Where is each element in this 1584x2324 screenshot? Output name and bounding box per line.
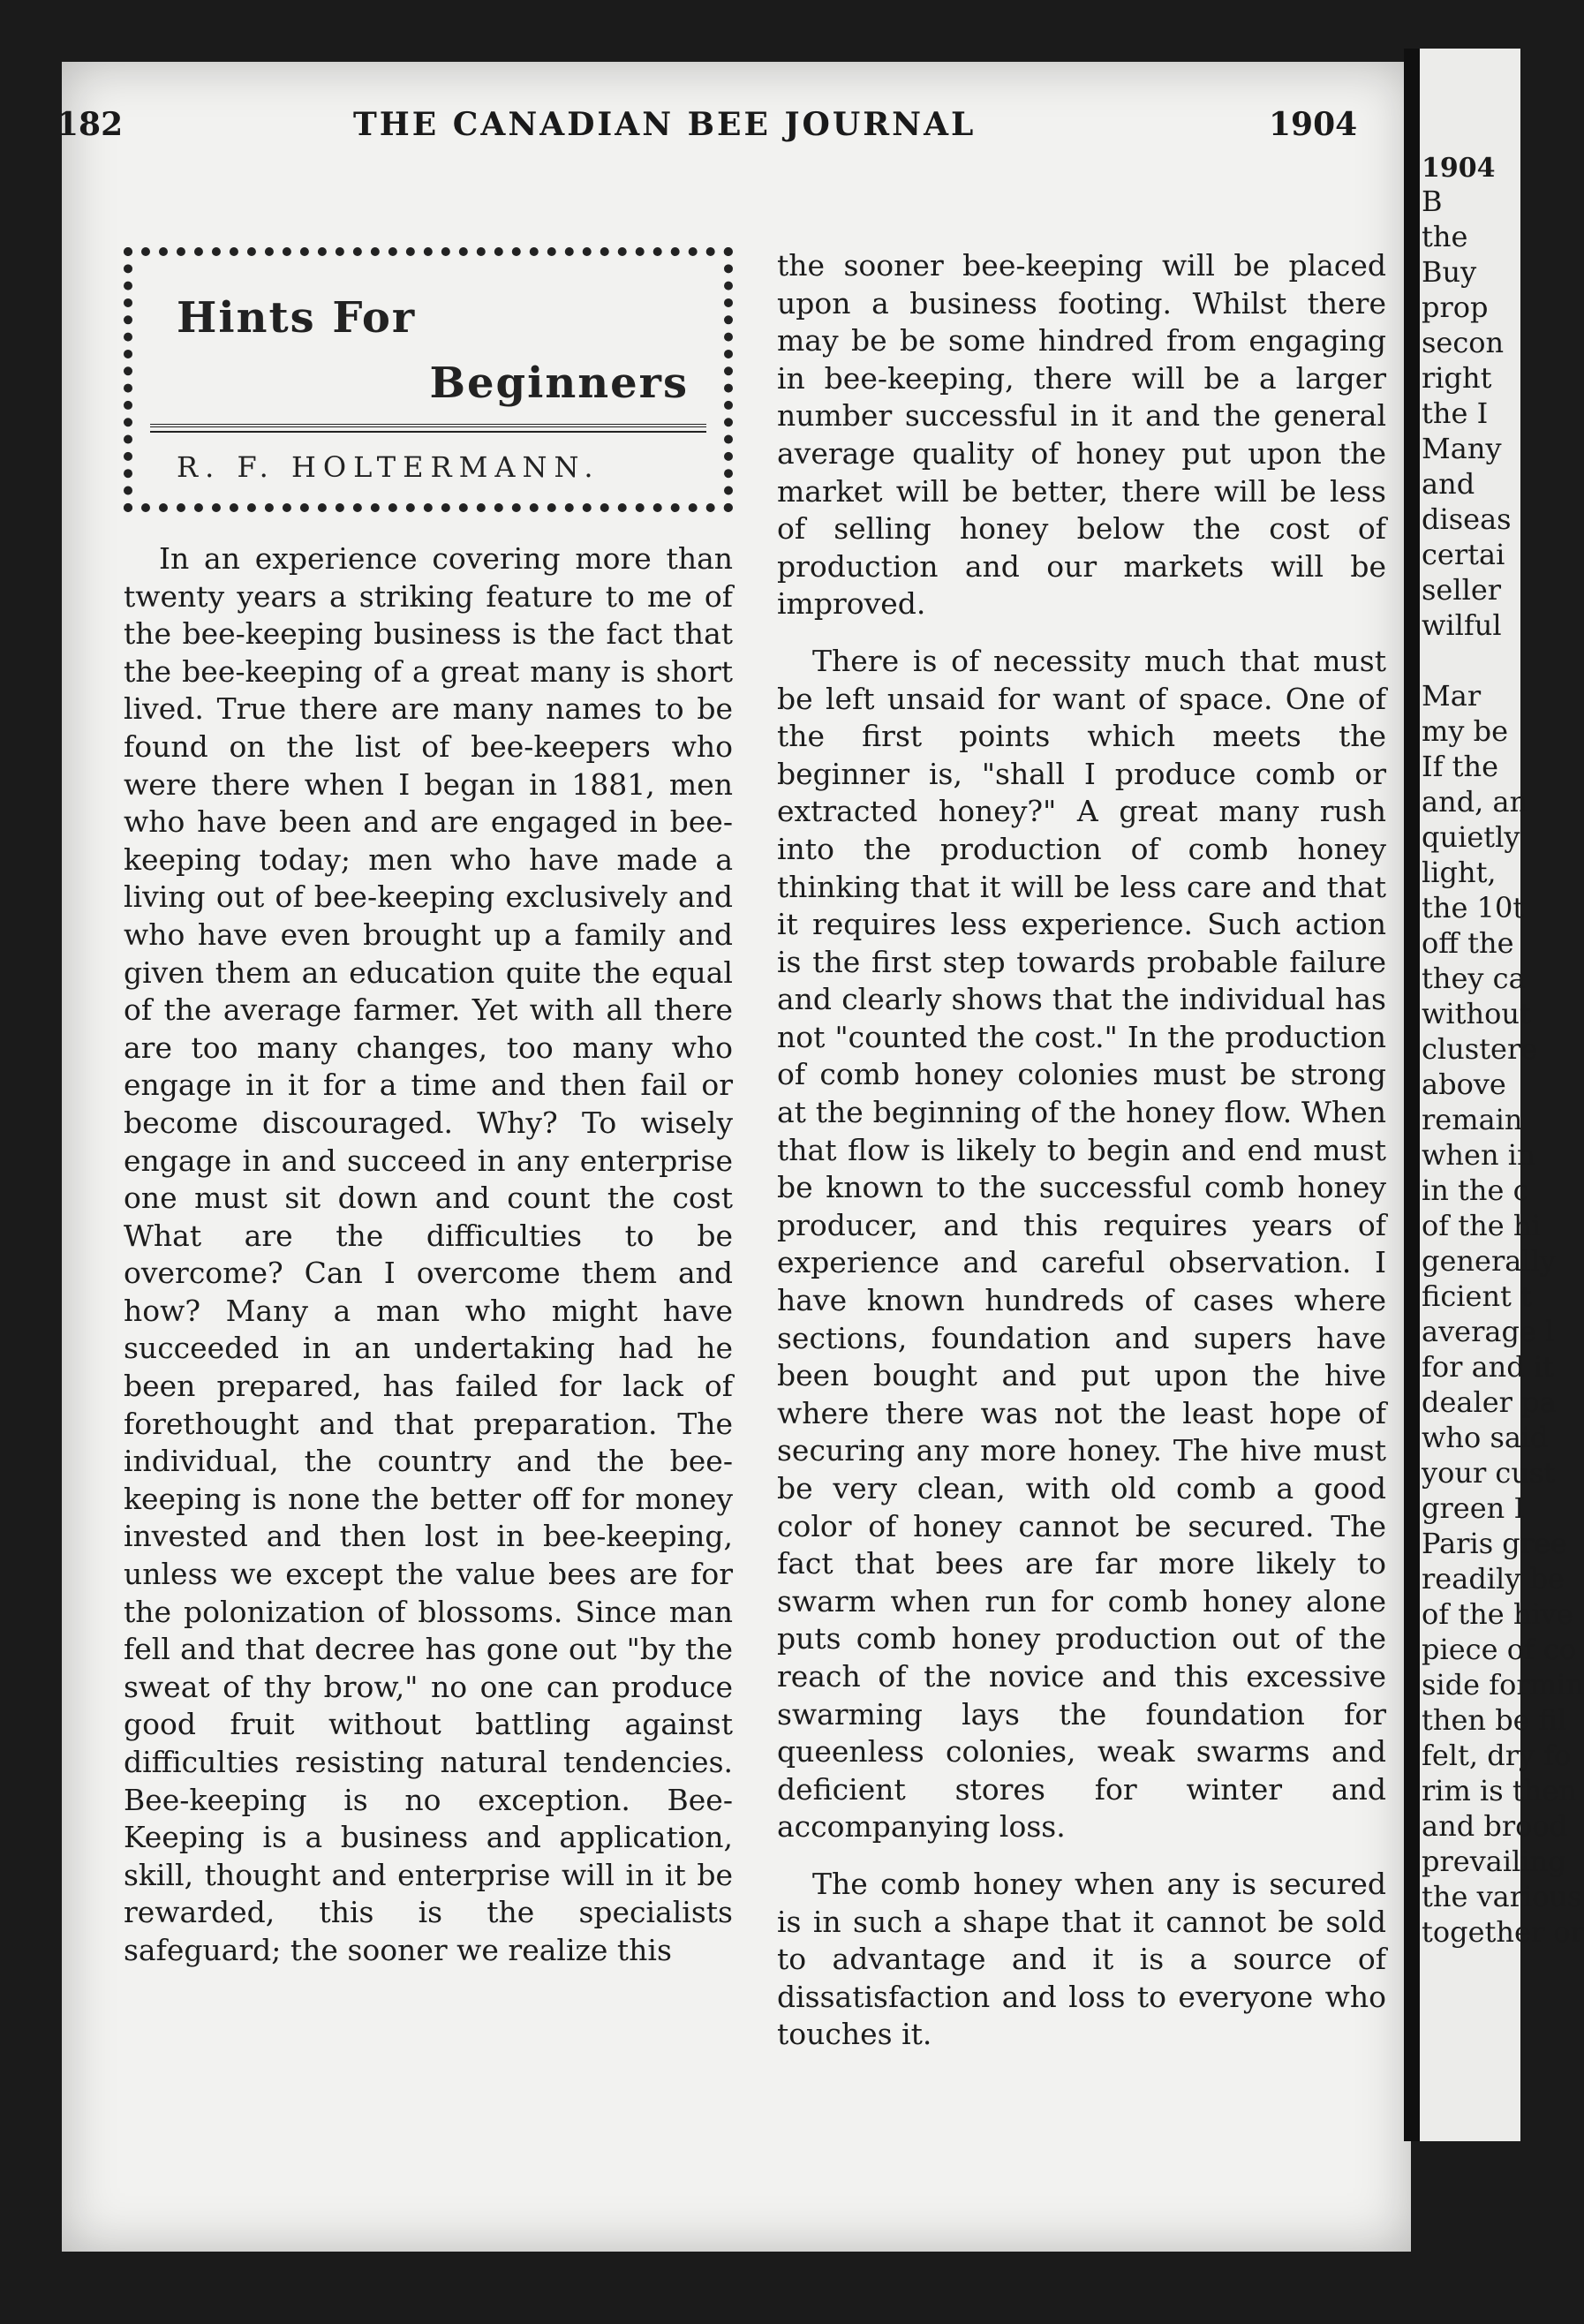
facing-page-line: and brood [1422,1809,1568,1843]
facing-page-line: when in [1422,1138,1535,1172]
facing-page-line: light, [1422,856,1497,889]
facing-page-line: the [1422,220,1468,253]
facing-page-line: side formin [1422,1668,1584,1702]
page-number: 182 [57,106,124,143]
facing-page-line: Paris gree [1422,1527,1567,1560]
facing-page-line: Mar [1422,679,1482,713]
facing-page-line: clustere [1422,1032,1538,1066]
facing-page-year: 1904 [1422,153,1496,184]
facing-page-strip [1404,49,1584,2141]
facing-page-line: right [1422,361,1492,395]
facing-page-line: they ca [1422,962,1526,995]
right-paragraph-3: The comb honey when any is secured is in such a shape that it cannot be sold to advantage and it is a source of dissatisfaction and loss to everyone who touches it. [777,1866,1386,2052]
facing-page-line: my be [1422,714,1509,748]
facing-page-line: Many [1422,432,1502,465]
facing-page-line: the various [1422,1880,1582,1913]
facing-page-line [1422,643,1520,678]
facing-page-line: readily be [1422,1562,1565,1596]
facing-page-line: in the c [1422,1173,1529,1207]
facing-page-line: wilful [1422,608,1502,642]
facing-page-line: green I [1422,1491,1526,1525]
facing-page-line: If the [1422,750,1499,783]
facing-page-line: remain [1422,1103,1523,1136]
article-title-line-2: Beginners [429,358,689,408]
facing-page-line: secon [1422,326,1505,359]
journal-title: THE CANADIAN BEE JOURNAL [353,106,977,143]
facing-page-line: above [1422,1068,1506,1101]
facing-page-line: and, an [1422,785,1528,819]
right-paragraph-2: There is of necessity much that must be left unsaid for want of space. One of the first points which meets the beginner is, "shall I produce comb or extracted honey?" A great many rush into the production of comb honey thinking that it will be less care and that it requires less experience. Such action is the first step towards probable failure and clearly shows that the individual has not "counted the cost." In the production of comb honey colonies must be strong at the beginning of the honey flow. When that flow is likely to begin and end must be known to the successful comb honey producer, and this requires years of experience and careful observation. I have known hundreds of cases where sections, foundation and supers have been bought and put upon the hive where there was not the least hope of securing any more honey. The hive must be very clean, with old comb a good color of honey cannot be secured. The fact that bees are far more likely to swarm when run for comb honey alone puts comb honey production out of the reach of the novice and this excessive swarming lays the foundation for queenless colonies, weak swarms and deficient stores for winter and accompanying loss. [777,643,1386,1845]
facing-page-line: seller [1422,573,1502,607]
facing-page-line: of the hi [1422,1209,1541,1242]
facing-page-line: prevailing [1422,1845,1566,1878]
facing-page-text [1420,184,1584,1950]
facing-page-line: certai [1422,538,1505,571]
facing-page-line: average l [1422,1315,1555,1348]
facing-page-line: together or [1422,1915,1584,1949]
facing-page-line: rim is then [1422,1774,1577,1807]
facing-page-line: diseas [1422,502,1512,536]
facing-page-line: without [1422,997,1531,1030]
facing-page-line: ficient t [1422,1279,1532,1313]
facing-page-line: who said [1422,1421,1549,1454]
article-author: R. F. HOLTERMANN. [177,450,600,484]
facing-page-line: then be fil [1422,1703,1567,1737]
facing-page-line: B [1422,185,1443,218]
facing-page-line: off the [1422,926,1514,960]
header-year: 1904 [1269,106,1358,143]
facing-page-line: Buy [1422,255,1477,289]
facing-page-line: for and it [1422,1350,1555,1384]
left-column [124,540,733,1989]
facing-page-line: the I [1422,396,1489,430]
right-paragraph-1: the sooner bee-keeping will be placed upon a business footing. Whilst there may be be some hindred from engaging in bee-keeping, there will be a larger number successful in it and the general average quality of honey put upon the market will be better, there will be less of selling honey below the cost of production and our markets will be improved. [777,248,1386,622]
article-title-line-1: Hints For [177,293,417,343]
facing-page-line: dealer pa [1422,1385,1557,1419]
facing-page-line: the 10t [1422,891,1525,924]
facing-page-line: and [1422,467,1475,501]
facing-page-line: prop [1422,290,1489,324]
right-column [777,247,1386,2073]
facing-page-line: felt, dry fo [1422,1739,1572,1772]
facing-page-line: piece of co [1422,1633,1577,1666]
title-divider [150,424,706,433]
facing-page-line: generally [1422,1244,1556,1278]
left-paragraph-1: In an experience covering more than twenty years a striking feature to me of the bee-keeping business is the fact that the bee-keeping of a great many is short lived. True there are many names to be found on the list of bee-keepers who were there when I began in 1881, men who have been and are engaged in bee-keeping today; men who have made a living out of bee-keeping exclusively and who have even brought up a family and given them an education quite the equal of the average farmer. Yet with all there are too many changes, too many who engage in it for a time and then fail or become discouraged. Why? To wisely engage in and succeed in any enterprise one must sit down and count the cost What are the difficulties to be overcome? Can I overcome them and how? Many a man who might have succeeded in an undertaking had he been prepared, has failed for lack of forethought and that preparation. The individual, the country and the bee-keeping is none the better off for money invested and then lost in bee-keeping, unless we except the value bees are for the polonization of blossoms. Since man fell and that decree has gone out "by the sweat of thy brow," no one can produce good fruit without battling against difficulties resisting natural tendencies. Bee-keeping is no exception. Bee-Keeping is a business and application, skill, thought and enterprise will in it be rewarded, this is the specialists safeguard; the sooner we realize this [124,541,733,1967]
facing-page-line: of the hive [1422,1597,1573,1631]
facing-page-line: your cust [1422,1456,1556,1490]
article-title-box [124,247,733,512]
facing-page-line: quietly [1422,820,1520,854]
